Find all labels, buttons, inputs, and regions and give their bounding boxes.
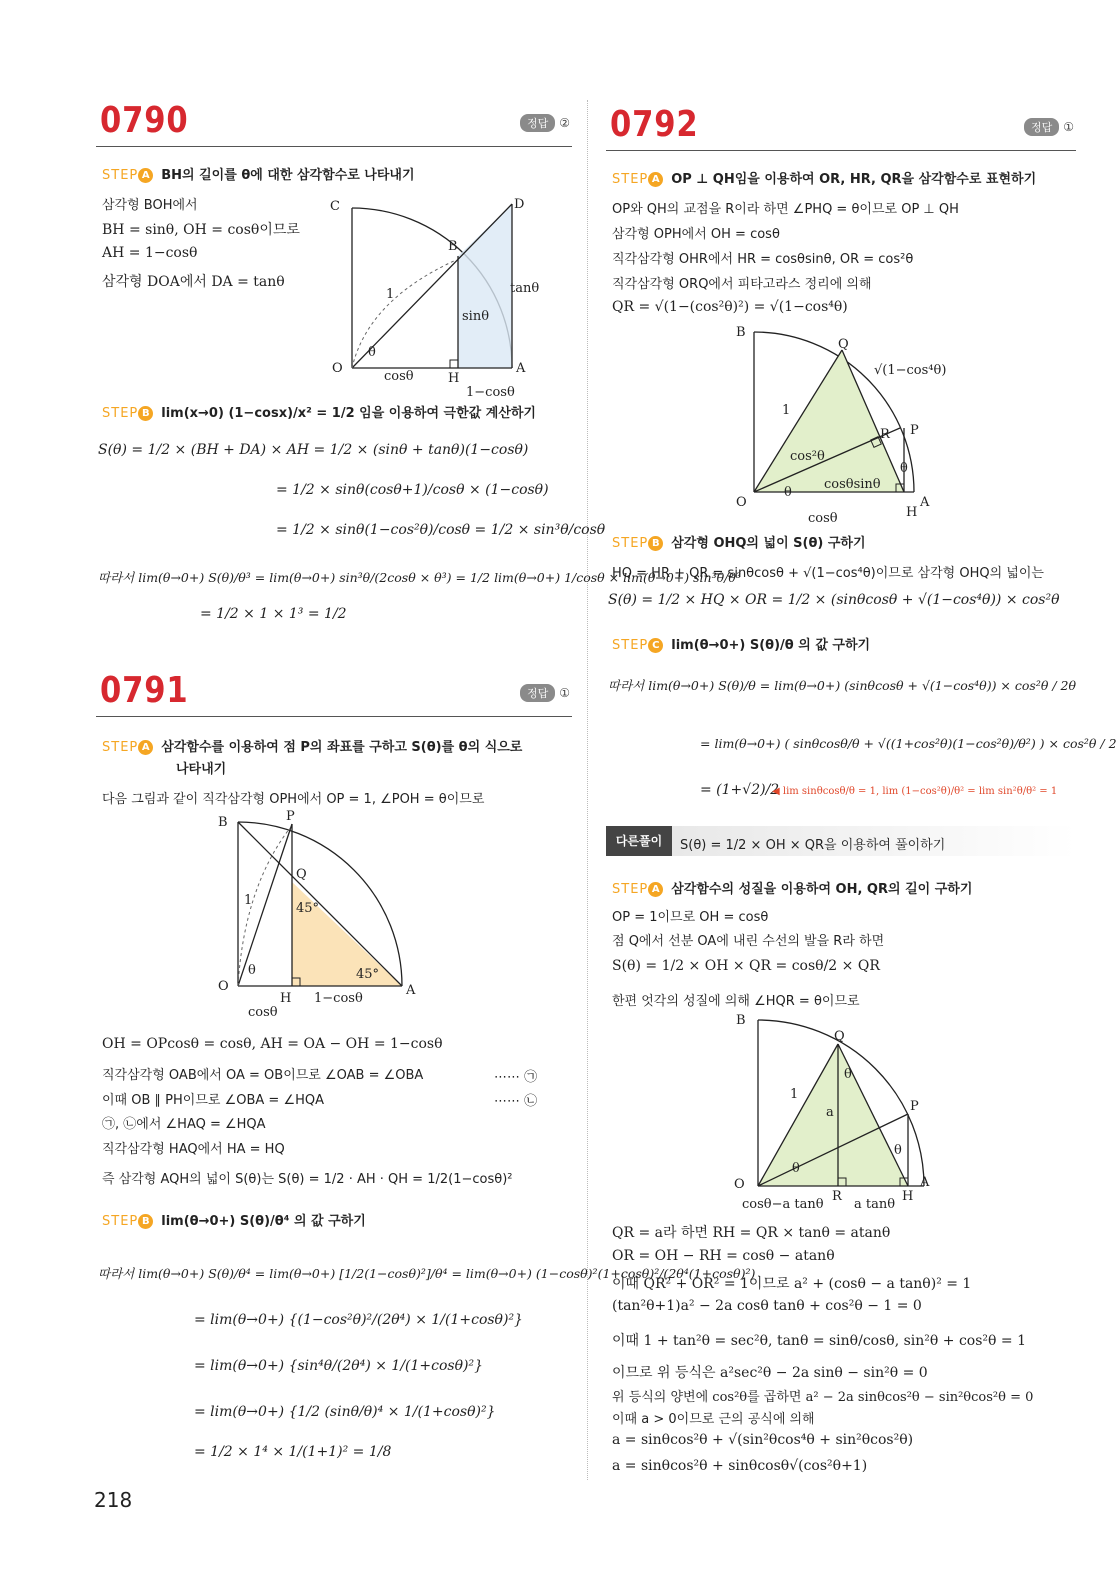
label-cossin: cosθsinθ [824,477,881,492]
label-b: B [218,815,228,830]
label-d: D [514,197,525,212]
text-line: 한편 엇각의 성질에 의해 ∠HQR = θ이므로 [612,994,860,1009]
step-b-heading: STEP B lim(x→0) (1−cosx)/x² = 1/2 임을 이용하여 극한값 계산하기 [102,406,536,421]
text-line: 이때 a > 0이므로 근의 공식에 의해 [612,1412,815,1427]
text-line: 이때 1 + tan²θ = sec²θ, tanθ = sinθ/cosθ, sin²θ + cos²θ = 1 [612,1333,1026,1349]
alternative-solution-tag: 다른풀이 [606,826,672,856]
text-line: QR = √(1−(cos²θ)²) = √(1−cos⁴θ) [612,299,848,315]
step-c-heading: STEP C lim(θ→0+) S(θ)/θ 의 값 구하기 [612,638,871,653]
text-line: AH = 1−cosθ [102,245,198,261]
equation: 따라서 lim(θ→0+) S(θ)/θ³ = lim(θ→0+) sin³θ/(2cosθ × θ³) = 1/2 lim(θ→0+) 1/cosθ × lim(θ→0+) sin³θ/θ³ [98,570,741,585]
label-h: H [906,505,918,520]
label-45-top: 45° [296,901,320,916]
label-h: H [280,991,292,1006]
label-one-minus-cos: 1−cosθ [466,385,515,400]
hint-note: ◀ lim sinθcosθ/θ = 1, lim (1−cos²θ)/θ² = lim sin²θ/θ² = 1 [772,786,1058,797]
text-line: OH = OPcosθ = cosθ, AH = OA − OH = 1−cosθ [102,1036,443,1052]
text-line: 삼각형 DOA에서 DA = tanθ [102,274,285,290]
problem-number: 0790 [100,100,189,141]
equation: = lim(θ→0+) {1/2 (sinθ/θ)⁴ × 1/(1+cosθ)²} [194,1404,496,1420]
label-r: R [880,427,890,442]
label-cos: cosθ [384,369,414,384]
text-line: 다음 그림과 같이 직각삼각형 OPH에서 OP = 1, ∠POH = θ이므로 [102,792,485,807]
equation: = lim(θ→0+) {(1−cos²θ)²/(2θ⁴) × 1/(1+cosθ)²} [194,1312,523,1328]
figure-0790 [328,190,578,400]
equation: = 1/2 × 1⁴ × 1/(1+1)² = 1/8 [194,1444,392,1460]
equation: = 1/2 × 1 × 1³ = 1/2 [200,606,347,622]
text-line: 즉 삼각형 AQH의 넓이 S(θ)는 S(θ) = 1/2 · AH · QH = 1/2(1−cosθ)² [102,1172,513,1187]
equation: = 1/2 × sinθ(cosθ+1)/cosθ × (1−cosθ) [276,482,549,498]
label-b: B [448,239,458,254]
label-one: 1 [782,403,791,418]
label-cos2: cos²θ [790,449,825,464]
label-tan: tanθ [510,281,540,296]
figure-0792-alt [732,1010,982,1215]
answer-badge: 정답 ② [520,114,570,132]
label-cos: cosθ [808,511,838,526]
equation-mark: ⋯⋯ ㉠ [494,1070,538,1085]
label-r: R [832,1189,842,1204]
label-a: A [406,983,416,998]
answer-badge: 정답 ① [1024,118,1074,136]
label-a: A [920,1175,930,1190]
label-p: P [910,1099,919,1114]
right-angle-mark [450,360,458,368]
label-o: O [734,1177,745,1192]
equation-mark: ⋯⋯ ㉡ [494,1094,538,1109]
label-h: H [902,1189,914,1204]
label-theta-3: θ [894,1143,902,1158]
alt-step-a-heading: STEP A 삼각함수의 성질을 이용하여 OH, QR의 길이 구하기 [612,882,973,897]
text-line: S(θ) = 1/2 × OH × QR = cosθ/2 × QR [612,958,880,974]
label-c: C [330,199,340,214]
label-sin: sinθ [462,309,490,324]
text-line: OP와 QH의 교점을 R이라 하면 ∠PHQ = θ이므로 OP ⊥ QH [612,202,959,217]
problem-number: 0792 [610,104,699,145]
label-q: Q [838,337,849,352]
equation: = lim(θ→0+) {sin⁴θ/(2θ⁴) × 1/(1+cosθ)²} [194,1358,484,1374]
label-b: B [736,325,746,340]
label-a-length: a [826,1105,834,1120]
label-h: H [448,371,460,386]
label-45-right: 45° [356,967,380,982]
problem-0792-header [606,104,1076,151]
text-line: 위 등식의 양변에 cos²θ를 곱하면 a² − 2a sinθcos²θ − sin²θcos²θ = 0 [612,1390,1034,1405]
step-b-heading: STEP B 삼각형 OHQ의 넓이 S(θ) 구하기 [612,536,866,551]
text-line: 직각삼각형 OAB에서 OA = OB이므로 ∠OAB = ∠OBA [102,1068,424,1083]
label-theta: θ [248,963,256,978]
problem-0790-header [96,100,572,147]
text-line: a = sinθcos²θ + √(sin²θcos⁴θ + sin²θcos²θ) [612,1432,914,1448]
label-a: A [516,361,526,376]
label-bottom-right: a tanθ [854,1197,896,1212]
label-sqrt: √(1−cos⁴θ) [874,363,947,378]
text-line: 삼각형 OPH에서 OH = cosθ [612,227,780,242]
text-line: 이때 QR² + OR² = 1이므로 a² + (cosθ − a tanθ)² = 1 [612,1276,972,1292]
label-q: Q [296,867,307,882]
label-o: O [218,979,229,994]
shaded-region [458,204,512,368]
text-line: 직각삼각형 HAQ에서 HA = HQ [102,1142,285,1157]
text-line: BH = sinθ, OH = cosθ이므로 [102,222,300,238]
equation: S(θ) = 1/2 × (BH + DA) × AH = 1/2 × (sinθ + tanθ)(1−cosθ) [98,442,529,458]
label-bottom-left: cosθ−a tanθ [742,1197,824,1212]
text-line: OP = 1이므로 OH = cosθ [612,910,769,925]
label-one: 1 [386,287,395,302]
text-line: QR = a라 하면 RH = QR × tanθ = atanθ [612,1225,891,1241]
figure-0792 [732,320,982,530]
label-theta: θ [792,1161,800,1176]
problem-number: 0791 [100,670,189,711]
equation: = (1+√2)/2 [700,782,780,798]
equation: = lim(θ→0+) ( sinθcosθ/θ + √((1+cos²θ)(1−cos²θ)/θ²) ) × cos²θ / 2 [700,736,1117,751]
label-cos: cosθ [248,1005,278,1020]
text-line: 이때 OB ∥ PH이므로 ∠OBA = ∠HQA [102,1093,324,1108]
label-one: 1 [244,893,253,908]
text-line: (tan²θ+1)a² − 2a cosθ tanθ + cos²θ − 1 = 0 [612,1298,922,1314]
label-p: P [910,423,919,438]
text-line: 직각삼각형 ORQ에서 피타고라스 정리에 의해 [612,277,872,292]
text-line: a = sinθcos²θ + sinθcosθ√(cos²θ+1) [612,1458,868,1474]
alternative-solution-text: S(θ) = 1/2 × OH × QR을 이용하여 풀이하기 [680,838,946,853]
figure-0791 [214,808,524,1023]
step-a-heading: STEP A 삼각함수를 이용하여 점 P의 좌표를 구하고 S(θ)를 θ의 식으로 [102,740,523,755]
text-line: 점 Q에서 선분 OA에 내린 수선의 발을 R라 하면 [612,934,885,949]
label-q: Q [834,1029,845,1044]
equation: = 1/2 × sinθ(1−cos²θ)/cosθ = 1/2 × sin³θ/cosθ [276,522,606,538]
step-b-heading: STEP B lim(θ→0+) S(θ)/θ⁴ 의 값 구하기 [102,1214,366,1229]
step-a-heading: STEP A BH의 길이를 θ에 대한 삼각함수로 나타내기 [102,168,415,183]
text-line: 이므로 위 등식은 a²sec²θ − 2a sinθ − sin²θ = 0 [612,1365,928,1381]
text-line: HQ = HR + QR = sinθcosθ + √(1−cos⁴θ)이므로 삼각형 OHQ의 넓이는 [612,566,1044,581]
problem-0791-header [96,670,572,717]
label-o: O [736,495,747,510]
label-one-minus-cos: 1−cosθ [314,991,363,1006]
label-o: O [332,361,343,376]
step-a-heading-cont: 나타내기 [176,762,227,777]
label-theta: θ [784,485,792,500]
label-theta: θ [368,345,376,360]
text-line: 삼각형 BOH에서 [102,198,198,213]
label-p: P [286,809,295,824]
label-theta-2: θ [900,461,908,476]
label-theta-2: θ [844,1067,852,1082]
page-number: 218 [94,1488,133,1512]
equation: S(θ) = 1/2 × HQ × OR = 1/2 × (sinθcosθ + √(1−cos⁴θ)) × cos²θ [608,592,1060,608]
text-line: 직각삼각형 OHR에서 HR = cosθsinθ, OR = cos²θ [612,252,914,267]
label-one: 1 [790,1087,799,1102]
equation: 따라서 lim(θ→0+) S(θ)/θ⁴ = lim(θ→0+) [1/2(1−cosθ)²]/θ⁴ = lim(θ→0+) (1−cosθ)²(1+cosθ)²/(2θ⁴(1+cosθ)²) [98,1266,756,1281]
step-a-heading: STEP A OP ⊥ QH임을 이용하여 OR, HR, QR을 삼각함수로 표현하기 [612,172,1037,187]
text-line: OR = OH − RH = cosθ − atanθ [612,1248,835,1264]
text-line: ㉠, ㉡에서 ∠HAQ = ∠HQA [102,1117,266,1132]
label-a: A [920,495,930,510]
equation: 따라서 lim(θ→0+) S(θ)/θ = lim(θ→0+) (sinθcosθ + √(1−cos⁴θ)) × cos²θ / 2θ [608,678,1076,693]
answer-badge: 정답 ① [520,684,570,702]
label-b: B [736,1013,746,1028]
